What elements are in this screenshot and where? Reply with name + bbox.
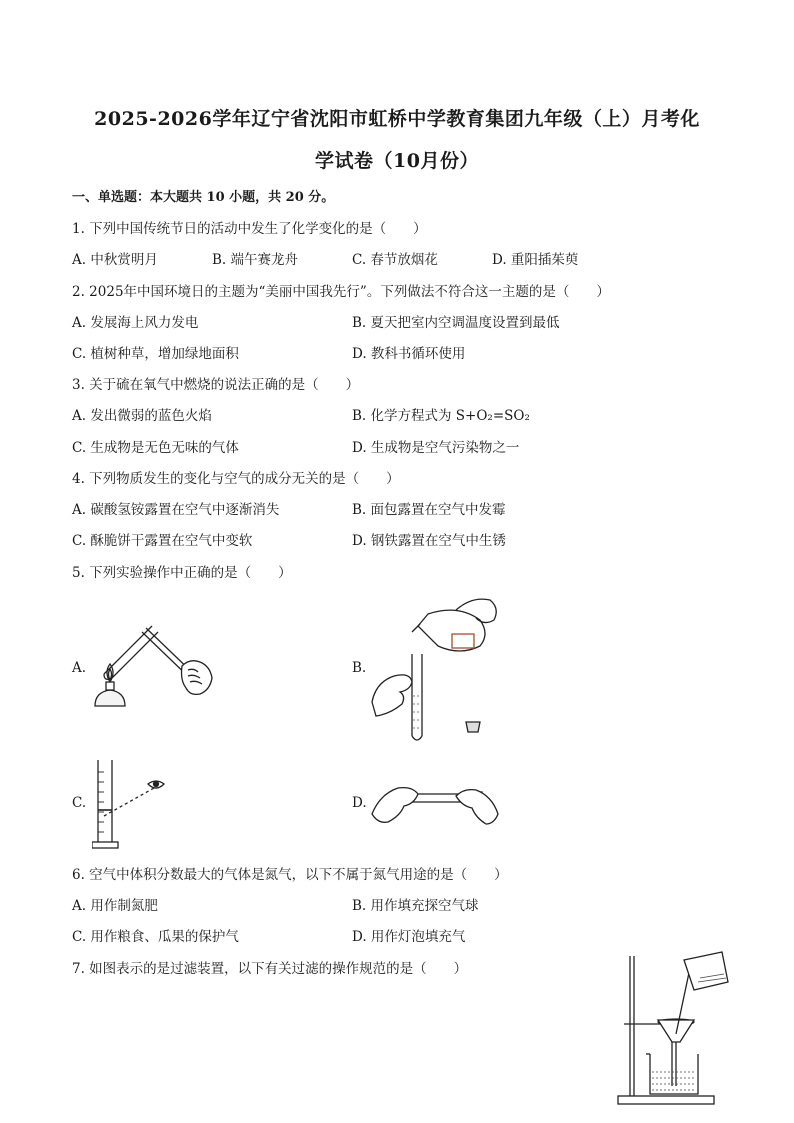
reading-graduated-cylinder-icon bbox=[92, 758, 172, 850]
pouring-liquid-into-test-tube-icon bbox=[368, 596, 508, 744]
question-6-option-b: B. 用作填充探空气球 bbox=[352, 898, 479, 914]
question-5-option-d: D. bbox=[352, 795, 367, 811]
page-title-line-2: 学试卷（10月份） bbox=[315, 150, 479, 172]
question-6-option-c: C. 用作粮食、瓜果的保护气 bbox=[72, 929, 239, 945]
question-4-option-a: A. 碳酸氢铵露置在空气中逐渐消失 bbox=[72, 502, 280, 518]
question-1-option-a: A. 中秋赏明月 bbox=[72, 252, 158, 268]
question-6-stem: 6. 空气中体积分数最大的气体是氮气，以下不属于氮气用途的是（ ） bbox=[72, 867, 508, 883]
question-1-option-b: B. 端午赛龙舟 bbox=[212, 252, 299, 268]
question-5-option-b: B. bbox=[352, 660, 367, 676]
question-4-stem: 4. 下列物质发生的变化与空气的成分无关的是（ ） bbox=[72, 471, 400, 487]
question-5-stem: 5. 下列实验操作中正确的是（ ） bbox=[72, 565, 292, 581]
question-3-option-d: D. 生成物是空气污染物之一 bbox=[352, 440, 520, 456]
question-3-option-a: A. 发出微弱的蓝色火焰 bbox=[72, 408, 212, 424]
question-6-option-a: A. 用作制氮肥 bbox=[72, 898, 158, 914]
question-2-option-a: A. 发展海上风力发电 bbox=[72, 315, 199, 331]
question-6-option-d: D. 用作灯泡填充气 bbox=[352, 929, 466, 945]
question-5-option-a: A. bbox=[72, 660, 87, 676]
page-title-line-1: 2025-2026学年辽宁省沈阳市虹桥中学教育集团九年级（上）月考化 bbox=[94, 108, 700, 130]
question-4-option-c: C. 酥脆饼干露置在空气中变软 bbox=[72, 533, 253, 549]
question-2-option-b: B. 夏天把室内空调温度设置到最低 bbox=[352, 315, 560, 331]
question-3-option-b: B. 化学方程式为 S+O₂=SO₂ bbox=[352, 408, 530, 424]
question-3-stem: 3. 关于硫在氧气中燃烧的说法正确的是（ ） bbox=[72, 377, 360, 393]
question-4-option-b: B. 面包露置在空气中发霉 bbox=[352, 502, 506, 518]
question-5-option-c: C. bbox=[72, 795, 87, 811]
question-2-stem: 2. 2025年中国环境日的主题为“美丽中国我先行”。下列做法不符合这一主题的是（ ） bbox=[72, 284, 610, 300]
question-2-option-c: C. 植树种草，增加绿地面积 bbox=[72, 346, 239, 362]
question-1-option-d: D. 重阳插茱萸 bbox=[492, 252, 579, 268]
section-heading: 一、单选题：本大题共 10 小题，共 20 分。 bbox=[72, 190, 335, 205]
question-2-option-d: D. 教科书循环使用 bbox=[352, 346, 466, 362]
question-4-option-d: D. 钢铁露置在空气中生锈 bbox=[352, 533, 506, 549]
hands-holding-test-tube-icon bbox=[370, 774, 500, 830]
question-1-stem: 1. 下列中国传统节日的活动中发生了化学变化的是（ ） bbox=[72, 221, 427, 237]
question-1-option-c: C. 春节放烟花 bbox=[352, 252, 438, 268]
question-3-option-c: C. 生成物是无色无味的气体 bbox=[72, 440, 239, 456]
heating-test-tube-over-alcohol-lamp-icon bbox=[90, 618, 220, 718]
filtration-apparatus-icon bbox=[614, 950, 754, 1110]
question-7-stem: 7. 如图表示的是过滤装置，以下有关过滤的操作规范的是（ ） bbox=[72, 961, 468, 977]
